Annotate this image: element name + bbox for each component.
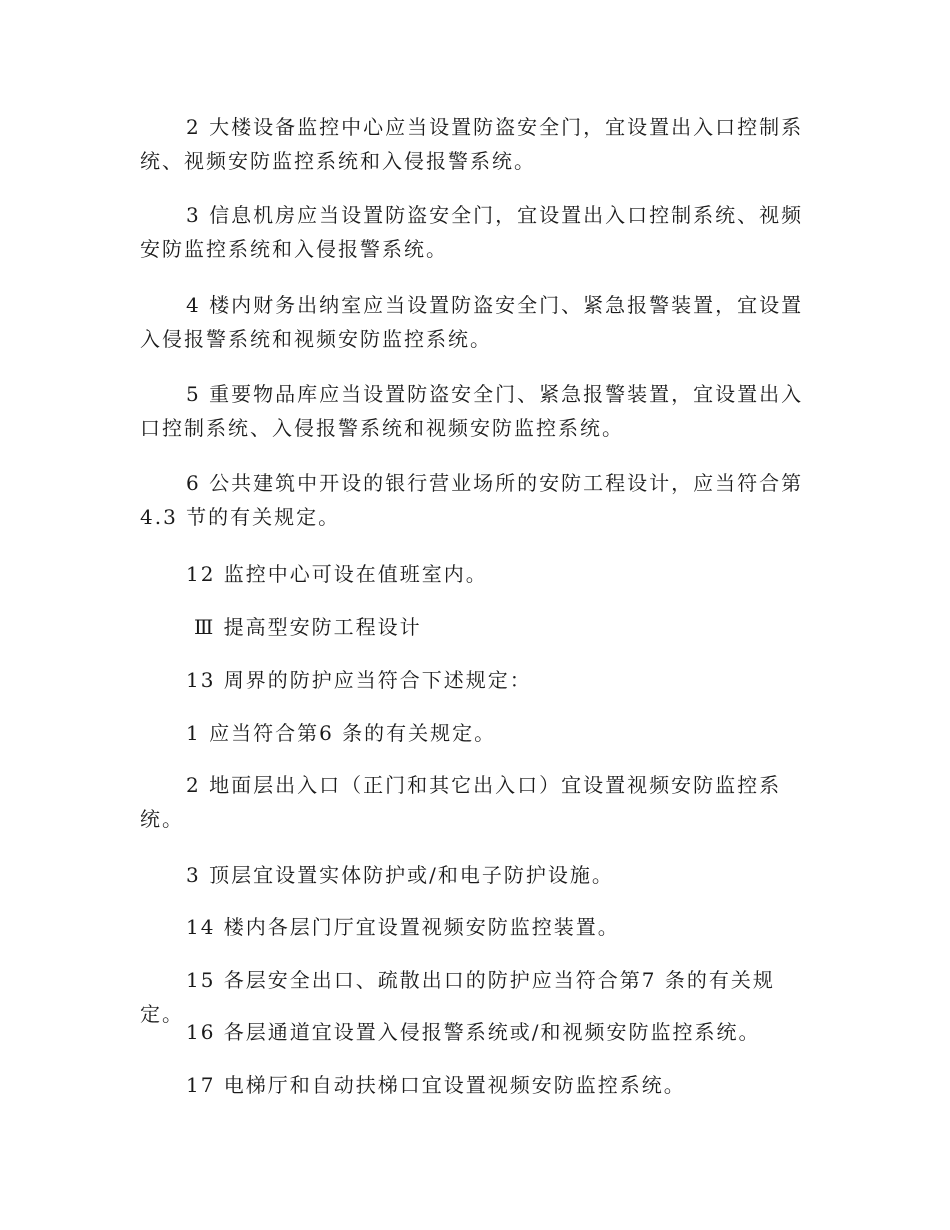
paragraph-clause-6-bank: 6 公共建筑中开设的银行营业场所的安防工程设计，应当符合第4.3 节的有关规定。 (140, 471, 804, 529)
paragraph-clause-13-3: 3 顶层宜设置实体防护或/和电子防护设施。 (186, 863, 614, 887)
paragraph-clause-13-1: 1 应当符合第6 条的有关规定。 (186, 721, 497, 745)
section-heading-iii: Ⅲ 提高型安防工程设计 (194, 615, 422, 639)
paragraph-clause-12: 12 监控中心可设在值班室内。 (186, 562, 488, 586)
paragraph-clause-5-storage: 5 重要物品库应当设置防盗安全门、紧急报警装置，宜设置出入口控制系统、入侵报警系统和视频安防监控系统。 (140, 382, 804, 440)
paragraph-clause-4-finance-room: 4 楼内财务出纳室应当设置防盗安全门、紧急报警装置，宜设置入侵报警系统和视频安防监控系统。 (140, 293, 804, 351)
paragraph-clause-15: 15 各层安全出口、疏散出口的防护应当符合第7 条的有关规定。 (140, 968, 775, 1026)
paragraph-clause-13: 13 周界的防护应当符合下述规定： (186, 668, 532, 692)
paragraph-clause-13-2: 2 地面层出入口（正门和其它出入口）宜设置视频安防监控系统。 (140, 773, 782, 831)
paragraph-clause-2-monitoring-center: 2 大楼设备监控中心应当设置防盗安全门，宜设置出入口控制系统、视频安防监控系统和入侵报警系统。 (140, 115, 804, 173)
paragraph-clause-16: 16 各层通道宜设置入侵报警系统或/和视频安防监控系统。 (186, 1020, 761, 1044)
paragraph-clause-14: 14 楼内各层门厅宜设置视频安防监控装置。 (186, 915, 620, 939)
paragraph-clause-3-information-room: 3 信息机房应当设置防盗安全门，宜设置出入口控制系统、视频安防监控系统和入侵报警系统。 (140, 203, 804, 261)
paragraph-clause-17: 17 电梯厅和自动扶梯口宜设置视频安防监控系统。 (186, 1073, 686, 1097)
